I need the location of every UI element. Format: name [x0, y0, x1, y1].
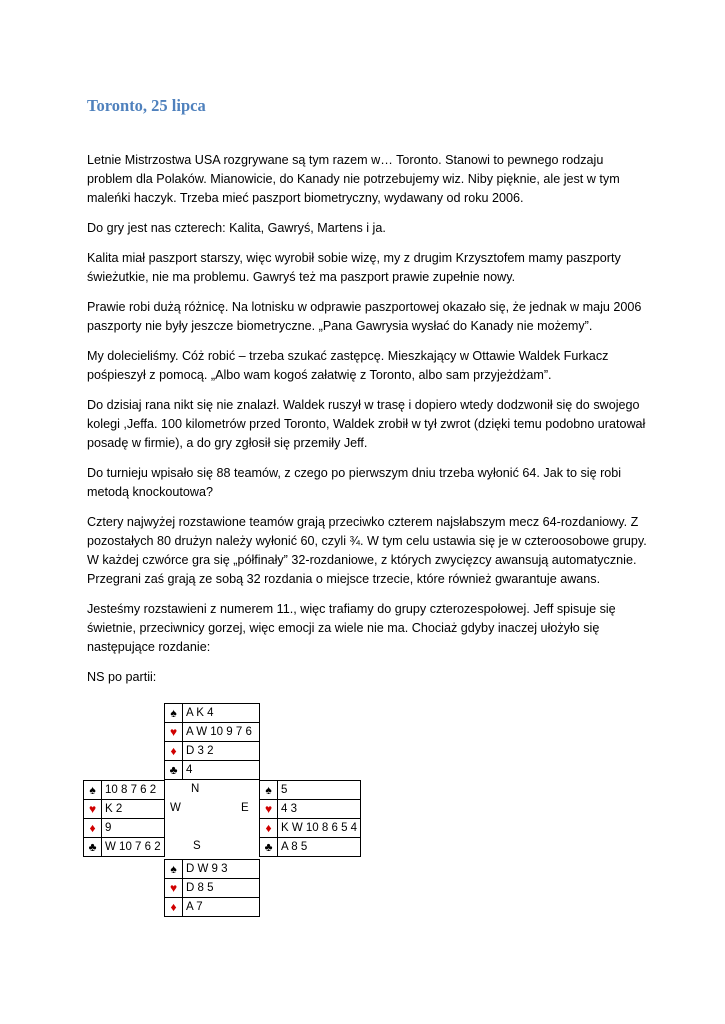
paragraph: Do turnieju wpisało się 88 teamów, z czego po pierwszym dniu trzeba wyłonić 64. Jak to się robi metodą knockoutowa?: [87, 466, 622, 499]
west-diamonds: 9: [101, 818, 165, 838]
spade-icon: ♠: [164, 859, 183, 879]
diamond-icon: ♦: [164, 741, 183, 761]
page-title: Toronto, 25 lipca: [87, 96, 206, 115]
club-icon: ♣: [259, 837, 278, 857]
east-diamonds: K W 10 8 6 5 4: [277, 818, 361, 838]
paragraph: My dolecieliśmy. Cóż robić – trzeba szukać zastępcę. Mieszkający w Ottawie Waldek Furkacz pośpieszył z pomocą. „Albo wam kogoś załatwię z Toronto, albo sam przyjeżdżam”.: [87, 349, 609, 382]
north-diamonds: D 3 2: [182, 741, 260, 761]
east-hearts: 4 3: [277, 799, 361, 819]
heart-icon: ♥: [83, 799, 102, 819]
south-hearts: D 8 5: [182, 878, 260, 898]
article-body: [87, 151, 647, 698]
spade-icon: ♠: [164, 703, 183, 723]
compass-north: N: [191, 783, 200, 795]
club-icon: ♣: [83, 837, 102, 857]
club-icon: ♣: [164, 760, 183, 780]
north-spades: A K 4: [182, 703, 260, 723]
paragraph: NS po partii:: [87, 670, 157, 684]
compass-south: S: [193, 840, 201, 852]
paragraph: Prawie robi dużą różnicę. Na lotnisku w odprawie paszportowej okazało się, że jednak w maju 2006 paszporty nie były jeszcze biometryczne. „Pana Gawrysia wysłać do Kanady nie możemy”.: [87, 300, 642, 333]
spade-icon: ♠: [259, 780, 278, 800]
west-spades: 10 8 7 6 2: [101, 780, 165, 800]
south-spades: D W 9 3: [182, 859, 260, 879]
north-hearts: A W 10 9 7 6: [182, 722, 260, 742]
paragraph: Kalita miał paszport starszy, więc wyrobił sobie wizę, my z drugim Krzysztofem mamy paszporty świeżutkie, nie ma problemu. Gawryś też ma paszport prawie zupełnie nowy.: [87, 251, 621, 284]
paragraph: Cztery najwyżej rozstawione teamów grają przeciwko czterem najsłabszym mecz 64-rozdaniowy. Z pozostałych 80 drużyn należy wyłonić 60, czyli ¾. W tym celu ustawia się je w czteroosobowe grupy. W każdej czwórce gra się „półfinały” 32-rozdaniowe, z których zwycięzcy awansują automatycznie. Przegrani zaś grają ze sobą 32 rozdania o miejsce trzecie, które również gwarantuje awans.: [87, 515, 647, 586]
heart-icon: ♥: [164, 722, 183, 742]
heart-icon: ♥: [164, 878, 183, 898]
south-diamonds: A 7: [182, 897, 260, 917]
diamond-icon: ♦: [83, 818, 102, 838]
east-clubs: A 8 5: [277, 837, 361, 857]
paragraph: Jesteśmy rozstawieni z numerem 11., więc trafiamy do grupy czterozespołowej. Jeff spisuje się świetnie, przeciwnicy gorzej, więc emocji za wiele nie ma. Chociaż gdyby inaczej ułożyło się następujące rozdanie:: [87, 602, 616, 654]
diamond-icon: ♦: [259, 818, 278, 838]
compass-east: E: [241, 802, 249, 814]
paragraph: Letnie Mistrzostwa USA rozgrywane są tym razem w… Toronto. Stanowi to pewnego rodzaju problem dla Polaków. Mianowicie, do Kanady nie potrzebujemy wiz. Niby pięknie, ale jest w tym maleńki haczyk. Trzeba mieć paszport biometryczny, wydawany od roku 2006.: [87, 153, 620, 205]
paragraph: Do gry jest nas czterech: Kalita, Gawryś, Martens i ja.: [87, 221, 386, 235]
north-clubs: 4: [182, 760, 260, 780]
spade-icon: ♠: [83, 780, 102, 800]
west-hearts: K 2: [101, 799, 165, 819]
east-spades: 5: [277, 780, 361, 800]
paragraph: Do dzisiaj rana nikt się nie znalazł. Waldek ruszył w trasę i dopiero wtedy dodzwonił się do swojego kolegi ,Jeffa. 100 kilometrów przed Toronto, Waldek zrobił w tył zwrot (dzięki temu podobno uratował posadę w firmie), a do gry zgłosił się przemiły Jeff.: [87, 398, 646, 450]
heart-icon: ♥: [259, 799, 278, 819]
diamond-icon: ♦: [164, 897, 183, 917]
west-clubs: W 10 7 6 2: [101, 837, 165, 857]
compass-west: W: [170, 802, 181, 814]
